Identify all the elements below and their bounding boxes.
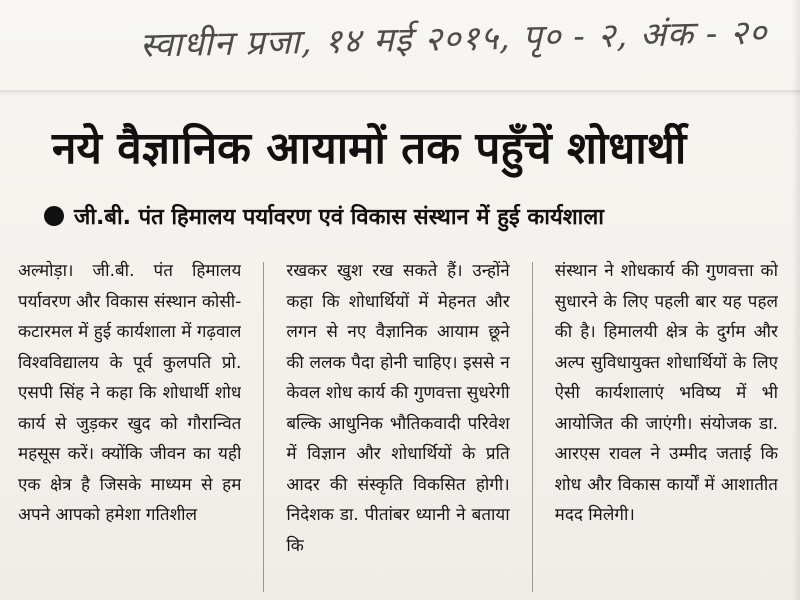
subheadline-row: [44, 198, 764, 234]
article-paragraph: रखकर खुश रख सकते हैं। उन्होंने कहा कि शोधार्थियों में मेहनत और लगन से नए वैज्ञानिक आयाम छूने की ललक पैदा होनी चाहिए। इससे न केवल शोध कार्य की गुणवत्ता सुधरेगी बल्कि आधुनिक भौतिकवादी परिवेश में विज्ञान और शोधार्थियों के प्रति आदर की संस्कृति विकसित होगी। निदेशक डा. पीतांबर ध्यानी ने बताया कि: [286, 261, 510, 556]
article-paragraph: संस्थान ने शोधकार्य की गुणवत्ता को सुधारने के लिए पहली बार यह पहल की है। हिमालयी क्षेत्र के दुर्गम और अल्प सुविधायुक्त शोधार्थियों के लिए ऐसी कार्यशालाएं भविष्य में भी आयोजित की जाएंगी। संयोजक डा. आरएस रावल ने उम्मीद जताई कि शोध और विकास कार्यों में आशातीत मदद मिलेगी।: [554, 261, 779, 525]
headline: नये वैज्ञानिक आयामों तक पहुँचें शोधार्थी: [52, 123, 687, 174]
article-column-2: [286, 256, 509, 600]
bullet-dot-icon: [44, 206, 64, 226]
column-divider: [263, 262, 264, 592]
article-paragraph: अल्मोड़ा। जी.बी. पंत हिमालय पर्यावरण और विकास संस्थान कोसी-कटारमल में हुई कार्यशाला में गढ़वाल विश्वविद्यालय के पूर्व कुलपति प्रो. एसपी सिंह ने कहा कि शोधार्थी शोध कार्य से जुड़कर खुद को गौरान्वित महसूस करें। क्योंकि जीवन का यही एक क्षेत्र है जिसके माध्यम से हम अपने आपको हमेशा गतिशील: [18, 261, 242, 525]
handwritten-source-note: स्वाधीन प्रजा, १४ मई २०१५, पृ० - २, अंक - २०: [139, 12, 768, 66]
subheadline: जी.बी. पंत हिमालय पर्यावरण एवं विकास संस्थान में हुई कार्यशाला: [74, 205, 604, 230]
article-column-1: [18, 256, 241, 600]
scan-edge-shadow: [792, 0, 800, 600]
article-body: [18, 256, 778, 600]
article-column-3: [555, 256, 778, 600]
paper-fold-shadow: [0, 90, 800, 96]
column-divider: [532, 262, 533, 592]
